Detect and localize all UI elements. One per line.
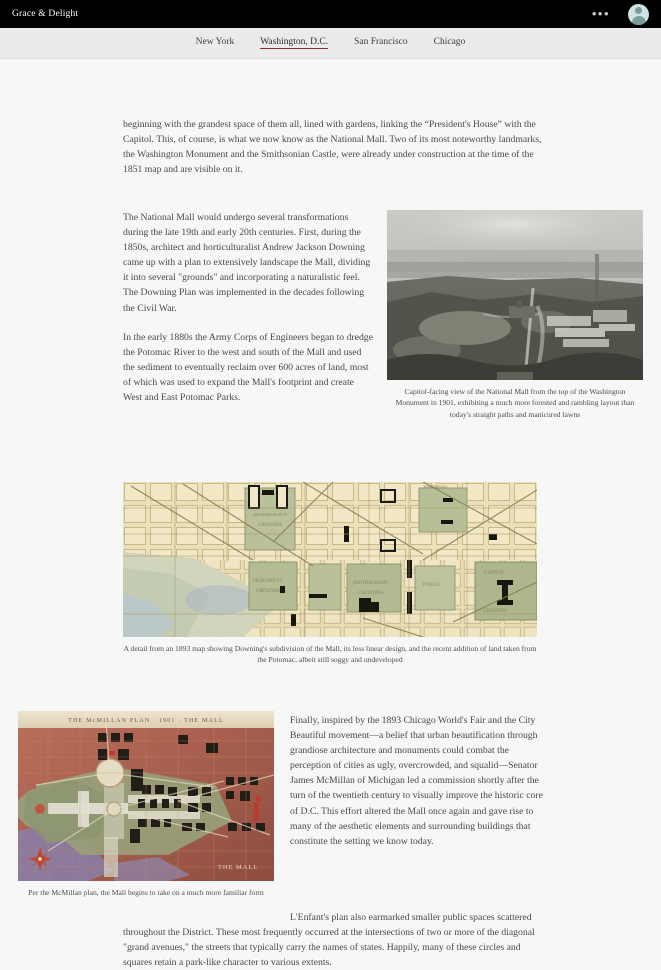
caption-aerial-photo: Capitol-facing view of the National Mall from the top of the Washington Monument in 1901, exhibiting a much more forested and rambling layout than today's straight paths and manicured lawns [395,387,635,419]
intro-paragraph-block [123,117,547,177]
article-body [0,59,661,969]
svg-text:GROUNDS: GROUNDS [258,523,283,528]
figure-aerial-photo [387,210,643,420]
site-brand[interactable]: Grace & Delight [12,9,79,19]
nav-item-chicago[interactable]: Chicago [433,37,466,47]
top-bar [0,0,661,28]
mcmillan-plan-1901-map [18,711,274,881]
svg-text:PUBLIC: PUBLIC [423,583,441,588]
right-text-column [290,713,546,849]
paragraph-lenfant-squares: L'Enfant's plan also earmarked smaller public spaces scattered throughout the District. These most frequently occurred at the intersections of two or more of the diagonal "grand avenues," the streets that typically carry the names of states. Happily, many of these circles and squares retain a park-like character to various extents. [123,912,535,969]
nav-item-san-francisco[interactable]: San Francisco [354,37,408,47]
map-detail-1893-mall [123,482,537,637]
caption-mcmillan-plan: Per the McMillan plan, the Mall begins to take on a much more familiar form [28,888,264,897]
aerial-photo-artwork [387,210,643,380]
mcmillan-banner-title: THE McMILLAN PLAN · 1901 · THE MALL [68,717,224,724]
mcmillan-inset-label: THE MALL [218,864,259,871]
avatar-head-shape [635,7,642,14]
aerial-photo-national-mall-1901 [387,210,643,380]
svg-text:RESERVATION: RESERVATION [254,513,288,518]
left-text-column [123,210,373,405]
city-nav-bar [0,28,661,59]
float-wrap-shim [123,910,290,924]
svg-text:GROUNDS: GROUNDS [256,589,281,594]
mcmillan-plan-artwork [18,711,274,881]
paragraph-potomac-dredging: In the early 1880s the Army Corps of Engineers began to dredge the Potomac River to the west and south of the Mall and used the sediment to eventually reclaim over 600 acres of land, most of which was used to expand the Mall's footprint and create West and East Potomac Parks. [123,331,373,404]
final-paragraph-block [123,910,547,970]
paragraph-downing-plan: The National Mall would undergo several transformations during the late 19th and early 20th centuries. First, during the 1850s, architect and horticulturalist Andrew Jackson Downing came up with a plan to extensively landscape the Mall, dividing it into several "grounds" and incorporating a naturalistic feel. The Downing Plan was implemented in the decades following the Civil War. [123,212,371,314]
nav-item-new-york[interactable]: New York [195,37,235,47]
user-avatar-icon[interactable] [628,4,649,25]
caption-map-1893: A detail from an 1893 map showing Downing's subdivision of the Mall, its less linear design, and the recent addition of land taken from the Potomac, albeit still soggy and undeveloped [123,644,537,665]
svg-text:CAPITOL: CAPITOL [484,571,506,576]
svg-text:GROUNDS: GROUNDS [483,609,508,614]
paragraph-intro: beginning with the grandest space of them all, lined with gardens, linking the “President's House” with the Capitol. This, of course, is what we now know as the National Mall. Two of its most noteworthy landmarks, the Washington Monument and the Smithsonian Castle, were already under construction at the time of the 1851 map and are visible on it. [123,119,542,176]
map-1893-artwork [123,482,537,637]
svg-text:SMITHSONIAN: SMITHSONIAN [353,581,388,586]
nav-item-washington-dc[interactable]: Washington, D.C. [260,37,329,47]
kebab-menu-icon[interactable]: ••• [591,6,610,21]
svg-text:GROUNDS: GROUNDS [359,591,384,596]
svg-text:MONUMENT: MONUMENT [253,579,283,584]
paragraph-mcmillan-commission: Finally, inspired by the 1893 Chicago World's Fair and the City Beautiful movement—a belief that urban beautification through grandiose architecture and monuments could combat the perception of cities as ugly, overcrowded, and squalid—Senator James McMillan of Michigan led a commission shortly after the turn of the twentieth century to visually improve the historic core of D.C. This effort altered the Mall once again and gave rise to many of the aesthetic elements and surrounding buildings that constitute the setting we know today. [290,715,543,847]
avatar-body-shape [632,16,646,25]
svg-text:Washington: Washington [423,485,447,490]
figure-map-1893 [123,482,537,666]
figure-mcmillan-plan [18,711,274,898]
